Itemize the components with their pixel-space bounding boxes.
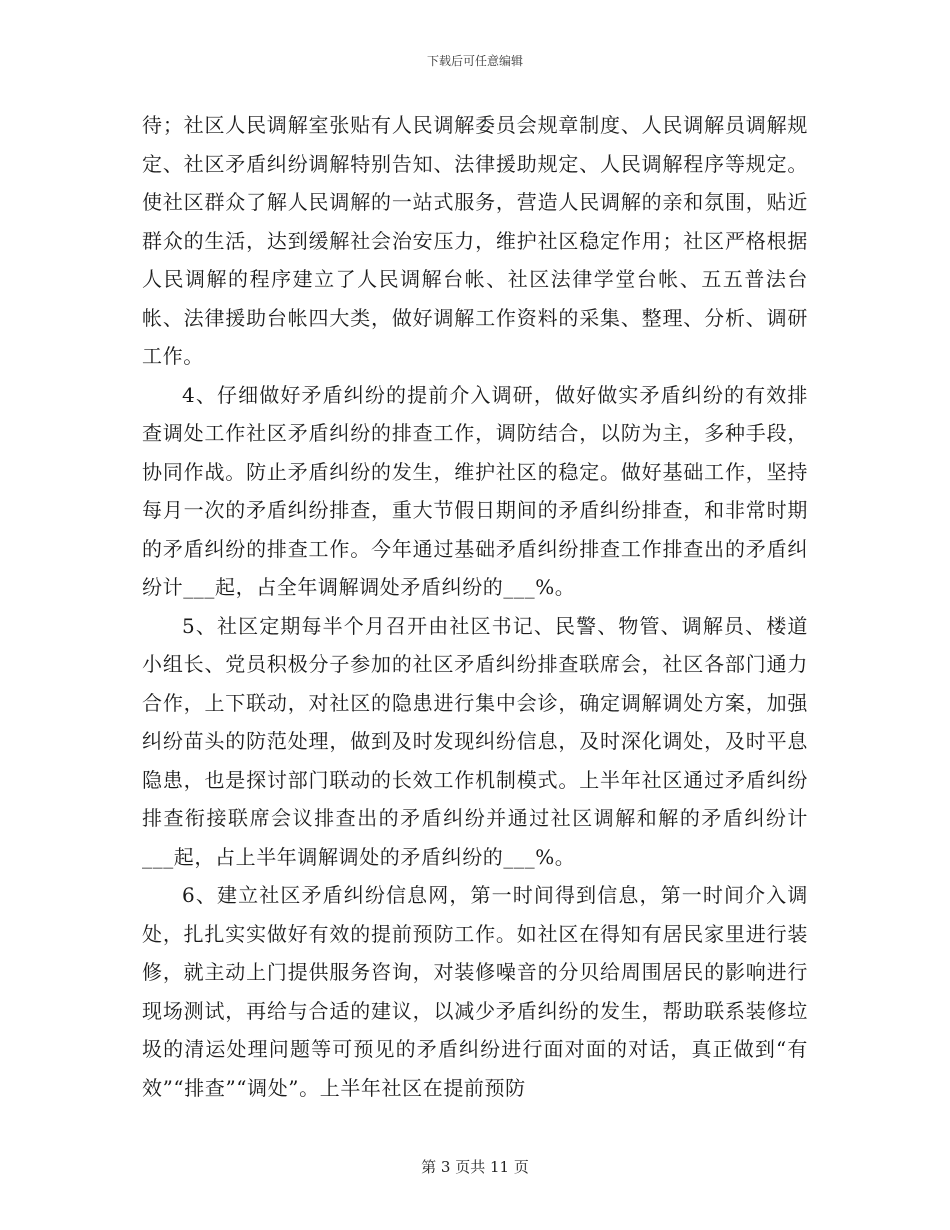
paragraph-item-4: 4、仔细做好矛盾纠纷的提前介入调研，做好做实矛盾纠纷的有效排查调处工作社区矛盾纠纷的排查工作，调防结合，以防为主，多种手段，协同作战。防止矛盾纠纷的发生，维护社区的稳定。做好基础工作，坚持每月一次的矛盾纠纷排查，重大节假日期间的矛盾纠纷排查，和非常时期的矛盾纠纷的排查工作。今年通过基础矛盾纠纷排查工作排查出的矛盾纠纷计___起，占全年调解调处矛盾纠纷的___%。 (142, 382, 808, 599)
document-body (142, 106, 808, 1107)
page-header: 下载后可任意编辑 (426, 54, 523, 68)
page-footer: 第 3 页共 11 页 (421, 1158, 529, 1176)
paragraph-item-6: 6、建立社区矛盾纠纷信息网，第一时间得到信息，第一时间介入调处，扎扎实实做好有效的提前预防工作。如社区在得知有居民家里进行装修，就主动上门提供服务咨询，对装修噪音的分贝给周围居民的影响进行现场测试，再给与合适的建议，以减少矛盾纠纷的发生，帮助联系装修垃圾的清运处理问题等可预见的矛盾纠纷进行面对面的对话，真正做到“有效”“排查”“调处”。上半年社区在提前预防 (142, 883, 808, 1100)
paragraph-item-5: 5、社区定期每半个月召开由社区书记、民警、物管、调解员、楼道小组长、党员积极分子参加的社区矛盾纠纷排查联席会，社区各部门通力合作，上下联动，对社区的隐患进行集中会诊，确定调解调处方案，加强纠纷苗头的防范处理，做到及时发现纠纷信息，及时深化调处，及时平息隐患，也是探讨部门联动的长效工作机制模式。上半年社区通过矛盾纠纷排查衔接联席会议排查出的矛盾纠纷并通过社区调解和解的矛盾纠纷计___起，占上半年调解调处的矛盾纠纷的___%。 (142, 613, 808, 869)
paragraph-continuation: 待；社区人民调解室张贴有人民调解委员会规章制度、人民调解员调解规定、社区矛盾纠纷调解特别告知、法律援助规定、人民调解程序等规定。使社区群众了解人民调解的一站式服务，营造人民调解的亲和氛围，贴近群众的生活，达到缓解社会治安压力，维护社区稳定作用；社区严格根据人民调解的程序建立了人民调解台帐、社区法律学堂台帐、五五普法台帐、法律援助台帐四大类，做好调解工作资料的采集、整理、分析、调研工作。 (142, 113, 808, 368)
